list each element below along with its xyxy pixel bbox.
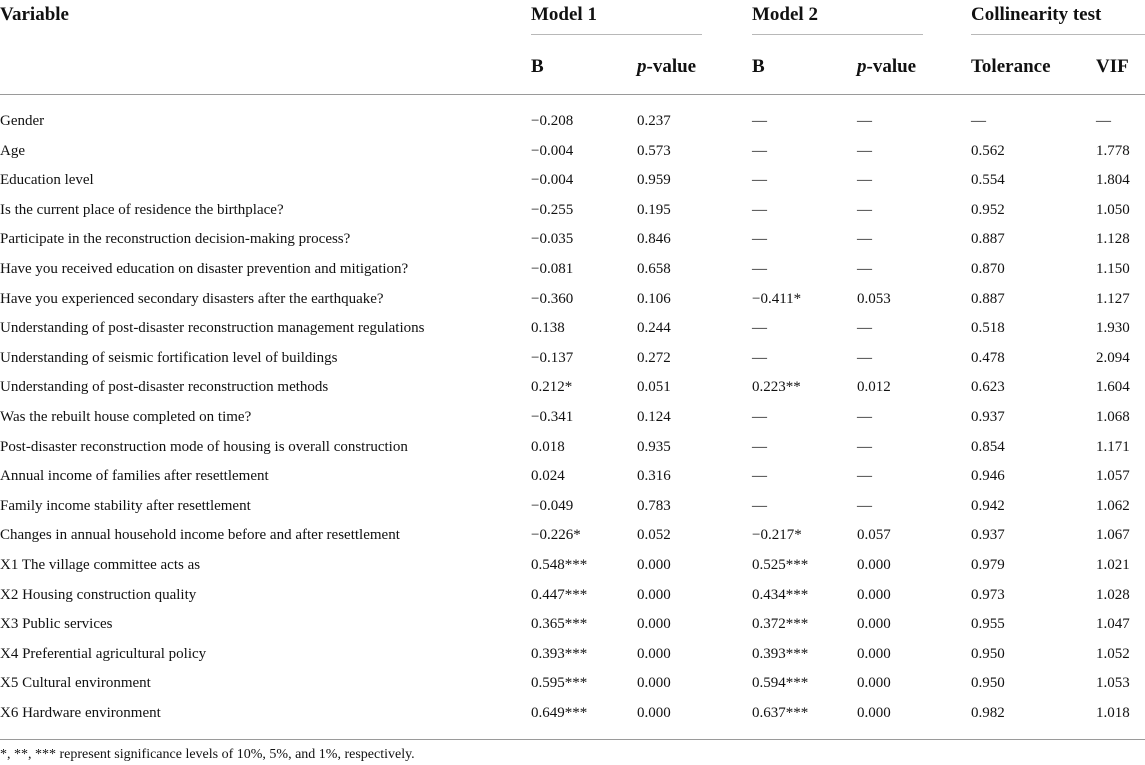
- vif-cell: 1.604: [1096, 379, 1130, 396]
- model2-b-cell: —: [752, 349, 767, 366]
- column-group-collinearity: Collinearity test: [971, 4, 1102, 25]
- vif-cell: 2.094: [1096, 349, 1130, 366]
- table-row: [0, 137, 1145, 167]
- table-row: [0, 492, 1145, 522]
- model2-p-cell: —: [857, 142, 872, 159]
- column-header-model2-b: B: [752, 56, 765, 77]
- table-row: [0, 669, 1145, 699]
- model1-b-cell: 0.018: [531, 438, 565, 455]
- variable-cell: X6 Hardware environment: [0, 704, 161, 721]
- model1-b-cell: 0.447***: [531, 586, 588, 603]
- tolerance-cell: 0.979: [971, 556, 1005, 573]
- model2-p-cell: —: [857, 172, 872, 189]
- table-row: [0, 166, 1145, 196]
- model2-b-cell: —: [752, 201, 767, 218]
- model1-b-cell: −0.004: [531, 142, 574, 159]
- column-header-variable: Variable: [0, 4, 69, 25]
- model1-p-cell: 0.000: [637, 675, 671, 692]
- model2-p-cell: —: [857, 231, 872, 248]
- table-row: [0, 551, 1145, 581]
- variable-cell: Was the rebuilt house completed on time?: [0, 408, 252, 425]
- tolerance-cell: 0.870: [971, 260, 1005, 277]
- model2-p-cell: 0.000: [857, 645, 891, 662]
- tolerance-cell: 0.937: [971, 408, 1005, 425]
- model2-b-cell: 0.525***: [752, 556, 809, 573]
- column-header-model1-b: B: [531, 56, 544, 77]
- model1-b-cell: −0.137: [531, 349, 574, 366]
- variable-cell: Is the current place of residence the birthplace?: [0, 201, 284, 218]
- table-bottom-rule: [0, 739, 1145, 740]
- model1-p-cell: 0.783: [637, 497, 671, 514]
- model2-p-cell: —: [857, 497, 872, 514]
- table-row: [0, 196, 1145, 226]
- model2-p-cell: —: [857, 320, 872, 337]
- variable-cell: Age: [0, 142, 25, 159]
- tolerance-cell: 0.973: [971, 586, 1005, 603]
- variable-cell: Family income stability after resettlement: [0, 497, 251, 514]
- column-group-model-1: Model 1: [531, 4, 597, 25]
- tolerance-cell: 0.952: [971, 201, 1005, 218]
- variable-cell: Understanding of seismic fortification level of buildings: [0, 349, 338, 366]
- model2-p-cell: —: [857, 113, 872, 129]
- vif-cell: 1.050: [1096, 201, 1130, 218]
- model2-p-cell: 0.012: [857, 379, 891, 396]
- model1-p-cell: 0.658: [637, 260, 671, 277]
- column-header-vif: VIF: [1096, 56, 1129, 77]
- vif-cell: 1.778: [1096, 142, 1130, 159]
- model2-p-cell: 0.000: [857, 704, 891, 721]
- tolerance-cell: 0.982: [971, 704, 1005, 721]
- variable-cell: Participate in the reconstruction decision-making process?: [0, 231, 351, 248]
- model2-p-cell: —: [857, 468, 872, 485]
- p-rest: -value: [866, 56, 917, 77]
- model2-b-cell: 0.372***: [752, 616, 809, 633]
- model1-p-cell: 0.846: [637, 231, 671, 248]
- table-row: [0, 225, 1145, 255]
- tolerance-cell: 0.623: [971, 379, 1005, 396]
- p-italic: p: [637, 56, 647, 77]
- model1-b-cell: −0.360: [531, 290, 574, 307]
- table-row: [0, 255, 1145, 285]
- tolerance-cell: 0.887: [971, 231, 1005, 248]
- model-2-underline: [752, 34, 923, 35]
- model1-p-cell: 0.052: [637, 527, 671, 544]
- model1-b-cell: 0.138: [531, 320, 565, 337]
- header-rule: [0, 94, 1145, 95]
- model1-p-cell: 0.000: [637, 645, 671, 662]
- table-row: [0, 285, 1145, 315]
- model1-b-cell: −0.081: [531, 260, 574, 277]
- table-row: [0, 107, 1145, 137]
- model2-p-cell: 0.053: [857, 290, 891, 307]
- variable-cell: Gender: [0, 113, 45, 129]
- model2-p-cell: —: [857, 260, 872, 277]
- table-footnote: *, **, *** represent significance levels of 10%, 5%, and 1%, respectively.: [0, 747, 415, 762]
- model1-b-cell: 0.212*: [531, 379, 573, 396]
- model1-p-cell: 0.195: [637, 201, 671, 218]
- tolerance-cell: 0.942: [971, 497, 1005, 514]
- vif-cell: 1.021: [1096, 556, 1130, 573]
- model1-p-cell: 0.000: [637, 586, 671, 603]
- column-group-model-2: Model 2: [752, 4, 818, 25]
- model2-p-cell: —: [857, 349, 872, 366]
- model2-b-cell: −0.411*: [752, 290, 802, 307]
- vif-cell: 1.067: [1096, 527, 1130, 544]
- tolerance-cell: 0.562: [971, 142, 1005, 159]
- model2-b-cell: —: [752, 113, 767, 129]
- model2-p-cell: —: [857, 438, 872, 455]
- model1-b-cell: −0.341: [531, 408, 574, 425]
- model2-b-cell: −0.217*: [752, 527, 802, 544]
- table-row: [0, 403, 1145, 433]
- vif-cell: 1.150: [1096, 260, 1130, 277]
- variable-cell: X1 The village committee acts as: [0, 556, 201, 573]
- model2-p-cell: —: [857, 408, 872, 425]
- model2-p-cell: 0.000: [857, 616, 891, 633]
- column-header-tolerance: Tolerance: [971, 56, 1051, 77]
- tolerance-cell: 0.946: [971, 468, 1005, 485]
- vif-cell: 1.052: [1096, 645, 1130, 662]
- column-header-model2-pvalue: [857, 52, 916, 82]
- column-header-model1-pvalue: [637, 52, 696, 82]
- model2-b-cell: —: [752, 468, 767, 485]
- p-italic: p: [857, 56, 867, 77]
- variable-cell: X3 Public services: [0, 616, 113, 633]
- model2-p-cell: 0.000: [857, 586, 891, 603]
- variable-cell: Have you experienced secondary disasters after the earthquake?: [0, 290, 384, 307]
- vif-cell: 1.018: [1096, 704, 1130, 721]
- model2-b-cell: —: [752, 172, 767, 189]
- model1-b-cell: 0.649***: [531, 704, 588, 721]
- vif-cell: 1.028: [1096, 586, 1130, 603]
- model1-p-cell: 0.000: [637, 704, 671, 721]
- tolerance-cell: 0.554: [971, 172, 1005, 189]
- model1-b-cell: −0.255: [531, 201, 574, 218]
- model2-p-cell: —: [857, 201, 872, 218]
- model1-b-cell: −0.208: [531, 113, 574, 129]
- table-row: [0, 610, 1145, 640]
- collinearity-underline: [971, 34, 1145, 35]
- model2-b-cell: 0.594***: [752, 675, 809, 692]
- tolerance-cell: 0.887: [971, 290, 1005, 307]
- model2-b-cell: —: [752, 142, 767, 159]
- variable-cell: Have you received education on disaster prevention and mitigation?: [0, 260, 409, 277]
- variable-cell: Post-disaster reconstruction mode of housing is overall construction: [0, 438, 408, 455]
- table-row: [0, 581, 1145, 611]
- vif-cell: 1.930: [1096, 320, 1130, 337]
- variable-cell: X2 Housing construction quality: [0, 586, 197, 603]
- variable-cell: Annual income of families after resettlement: [0, 468, 269, 485]
- model1-b-cell: −0.049: [531, 497, 574, 514]
- variable-cell: Changes in annual household income before and after resettlement: [0, 527, 400, 544]
- model-1-underline: [531, 34, 702, 35]
- model2-b-cell: —: [752, 260, 767, 277]
- model1-p-cell: 0.106: [637, 290, 671, 307]
- tolerance-cell: 0.950: [971, 675, 1005, 692]
- tolerance-cell: 0.478: [971, 349, 1005, 366]
- model2-b-cell: 0.393***: [752, 645, 809, 662]
- variable-cell: Education level: [0, 172, 94, 189]
- model1-p-cell: 0.124: [637, 408, 671, 425]
- vif-cell: 1.127: [1096, 290, 1130, 307]
- table-row: [0, 314, 1145, 344]
- model1-b-cell: 0.595***: [531, 675, 588, 692]
- tolerance-cell: 0.937: [971, 527, 1005, 544]
- model1-p-cell: 0.935: [637, 438, 671, 455]
- table-row: [0, 640, 1145, 670]
- table-row: [0, 462, 1145, 492]
- model1-b-cell: −0.035: [531, 231, 574, 248]
- model1-b-cell: 0.393***: [531, 645, 588, 662]
- variable-cell: X4 Preferential agricultural policy: [0, 645, 207, 662]
- model1-p-cell: 0.316: [637, 468, 671, 485]
- variable-cell: Understanding of post-disaster reconstruction management regulations: [0, 320, 425, 337]
- tolerance-cell: 0.955: [971, 616, 1005, 633]
- model1-p-cell: 0.051: [637, 379, 671, 396]
- model2-b-cell: 0.637***: [752, 704, 809, 721]
- model2-b-cell: —: [752, 408, 767, 425]
- model2-b-cell: —: [752, 497, 767, 514]
- vif-cell: 1.053: [1096, 675, 1130, 692]
- vif-cell: 1.062: [1096, 497, 1130, 514]
- vif-cell: 1.068: [1096, 408, 1130, 425]
- vif-cell: 1.171: [1096, 438, 1130, 455]
- variable-cell: Understanding of post-disaster reconstruction methods: [0, 379, 329, 396]
- model1-b-cell: −0.004: [531, 172, 574, 189]
- model2-p-cell: 0.057: [857, 527, 891, 544]
- tolerance-cell: 0.518: [971, 320, 1005, 337]
- model2-b-cell: 0.434***: [752, 586, 809, 603]
- vif-cell: 1.128: [1096, 231, 1130, 248]
- tolerance-cell: 0.950: [971, 645, 1005, 662]
- model1-b-cell: 0.548***: [531, 556, 588, 573]
- table-row: [0, 699, 1145, 729]
- p-rest: -value: [646, 56, 697, 77]
- model1-b-cell: 0.024: [531, 468, 565, 485]
- model2-p-cell: 0.000: [857, 675, 891, 692]
- vif-cell: 1.804: [1096, 172, 1130, 189]
- model1-b-cell: 0.365***: [531, 616, 588, 633]
- variable-cell: X5 Cultural environment: [0, 675, 151, 692]
- model1-p-cell: 0.000: [637, 616, 671, 633]
- vif-cell: —: [1096, 113, 1111, 129]
- vif-cell: 1.057: [1096, 468, 1130, 485]
- model1-p-cell: 0.237: [637, 113, 671, 129]
- model1-p-cell: 0.272: [637, 349, 671, 366]
- vif-cell: 1.047: [1096, 616, 1130, 633]
- model2-b-cell: —: [752, 320, 767, 337]
- model1-b-cell: −0.226*: [531, 527, 581, 544]
- tolerance-cell: 0.854: [971, 438, 1005, 455]
- model1-p-cell: 0.959: [637, 172, 671, 189]
- model2-p-cell: 0.000: [857, 556, 891, 573]
- model1-p-cell: 0.244: [637, 320, 671, 337]
- model1-p-cell: 0.573: [637, 142, 671, 159]
- model2-b-cell: —: [752, 438, 767, 455]
- table-row: [0, 344, 1145, 374]
- tolerance-cell: —: [971, 113, 986, 129]
- model2-b-cell: —: [752, 231, 767, 248]
- model2-b-cell: 0.223**: [752, 379, 801, 396]
- table-row: [0, 521, 1145, 551]
- table-row: [0, 373, 1145, 403]
- table-body: [0, 107, 1145, 728]
- model1-p-cell: 0.000: [637, 556, 671, 573]
- table-row: [0, 433, 1145, 463]
